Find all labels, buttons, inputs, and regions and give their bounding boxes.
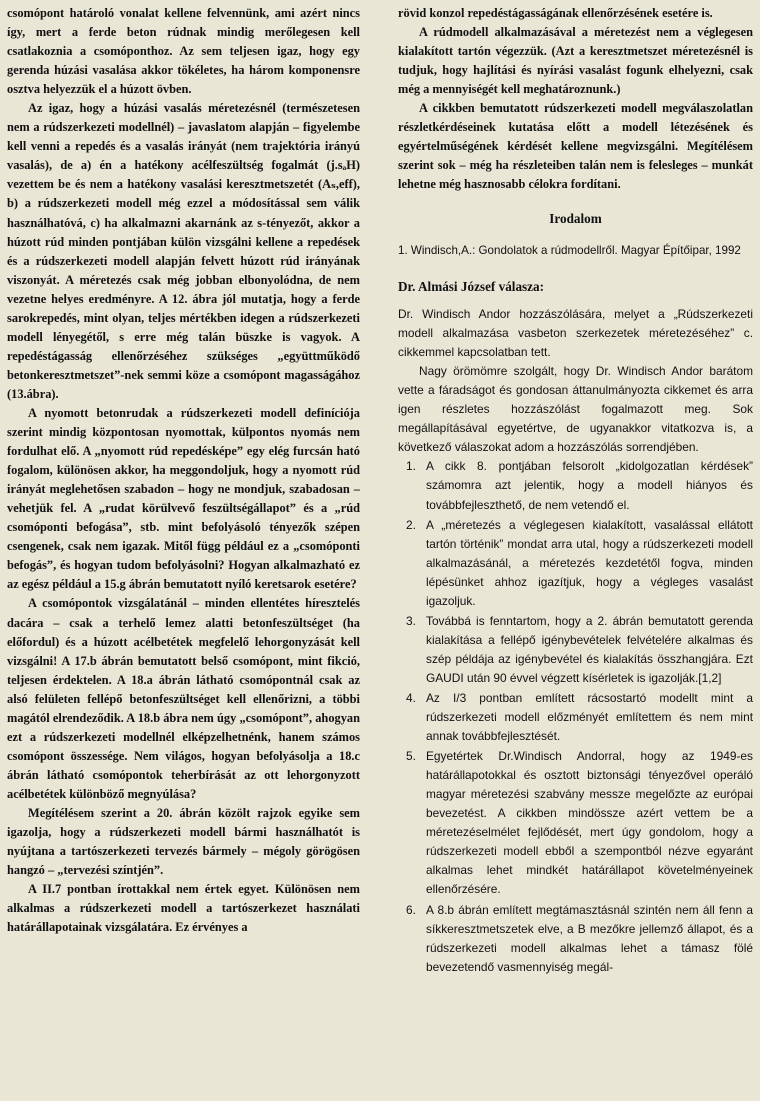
list-item-number: 1. <box>406 459 416 474</box>
right-column <box>398 4 753 978</box>
reply-body <box>398 305 753 977</box>
list-item-number: 6. <box>406 902 416 917</box>
list-item-number: 5. <box>406 749 416 764</box>
list-item <box>398 516 753 611</box>
paragraph: Nagy örömömre szolgált, hogy Dr. Windisch Andor barátom vette a fáradságot és gondosan áttanulmányozta cikkemet és arra igen részletes hozzászólást fogalmazott meg. Sok megállapításával egyetértve, de ugyanakkor vitatkozva is, a következő válaszokat adom a hozzászólás sorrendjében. <box>398 364 753 455</box>
list-item-text: Egyetértek Dr.Windisch Andorral, hogy az 1949-es határállapotokkal és osztott biztonsági tényezővel operáló magyar méretezési szabvány messze megelőzte az európai bevezetést. A cikkben mindössze azért vettem be a méretezéselmélet fejlődését, mert úgy gondolom, hogy a rúdszerkezeti modell ebből a szempontból nézve egyaránt alkalmas lehet mindkét határállapot követelményeinek ellenőrzésére. <box>426 749 753 897</box>
paragraph: Megítélésem szerint a 20. ábrán közölt rajzok egyike sem igazolja, hogy a rúdszerkezeti modell bármi használhatót is nyújtana a tartószerkezeti tervezés bármely – mégoly görögösen hangzó – „tervezési színtjén”. <box>7 805 360 878</box>
paragraph: A cikkben bemutatott rúdszerkezeti modell megválaszolatlan részletkérdéseinek kutatása előtt a modell létezésének és egyértelműségének kérdését kellene megvizsgálni. Megítélésem szerint sok – még ha részleteiben talán nem is felesleges – munkát lehetne még hasznosabb célokra fordítani. <box>398 101 753 192</box>
list-item-text: A 8.b ábrán említett megtámasztásnál szintén nem áll fenn a síkkeresztmetszetek elve, a B mezőkre jellemző állapot, és a rúdszerkezeti modell alkalmas lehet a támasz fölé bevezetendő vasmennyiség megál- <box>426 902 753 974</box>
left-column <box>7 4 360 937</box>
references-heading: Irodalom <box>549 211 602 227</box>
paragraph: Az igaz, hogy a húzási vasalás méretezésnél (természetesen nem a rúdszerkezeti modellnél) – javaslatom alapján – figyelembe kell venni a repedés és a vasalás irányát (nem trajektória irányú vasalás), de a) én a hatékony acélfeszültség fogalmát (j.sₐH) vezettem be és nem a hatékony vasalási keresztmetszetét (Aₛ,eff), b) a rúdszerkezeti modell még ezzel a módosítással sem válik használhatóvá, c) ha alkalmazni akarnánk az s-tényezőt, akkor a húzott rúd minden pontjában külön vizsgálni kellene a repedések és a rúdszerkezeti modell alapján felvett húzott rúd irányának viszonyát. A méretezés csak még jobban elbonyolódna, de nem vezetne helyes eredményre. A 12. ábra jól mutatja, hogy a ferde sarokrepedés, mint olyan, teljes mértékben idegen a rúdszerkezeti modell lényegétől, s erre még talán büszke is vagyok. A repedéstágasság ellenőrzéséhez szükséges „együttműködő betonkeresztmetszet”-nek semmi köze a csomópont magasságához (13.ábra). <box>7 101 360 401</box>
list-item-text: A cikk 8. pontjában felsorolt „kidolgozatlan kérdések” számomra azt jelentik, hogy a modell hiányos és továbbfejleszthető, de nem vetendő el. <box>426 459 753 512</box>
reply-title: Dr. Almási József válasza: <box>398 279 545 295</box>
reply-points-list <box>398 457 753 976</box>
list-item <box>398 901 753 977</box>
paragraph: rövid konzol repedéstágasságának ellenőrzésének esetére is. <box>398 6 713 20</box>
reference-item: 1. Windisch,A.: Gondolatok a rúdmodellről. Magyar Építőipar, 1992 <box>398 243 741 257</box>
list-item <box>398 612 753 688</box>
paragraph: A rúdmodell alkalmazásával a méretezést nem a véglegesen kialakított tartón végezzük. (Azt a keresztmetszet méretezésnél is tudjuk, hogy hajlítási és nyírási vasalást fogunk elhelyezni, csak még a mennyiségét kell meghatároznunk.) <box>398 25 753 97</box>
list-item-text: Továbbá is fenntartom, hogy a 2. ábrán bemutatott gerenda kialakítása a fellépő igénybevételek felvételére alkalmas és szép példája az igénybevétel és kialakítás összhangjára. Ezt GAUDI után 90 évvel végzett kísérletek is igazolják.[1,2] <box>426 613 753 685</box>
list-item <box>398 457 753 514</box>
paragraph: Dr. Windisch Andor hozzászólására, melyet a „Rúdszerkezeti modell alkalmazása vasbeton szerkezetek méretezéséhez” c. cikkemmel kapcsolatban tett. <box>398 307 753 360</box>
paragraph: A II.7 pontban írottakkal nem értek egyet. Különösen nem alkalmas a rúdszerkezeti modell a tartószerkezet használati határállapotainak vizsgálatára. Ez érvényes a <box>7 882 360 935</box>
article-ending <box>398 4 753 194</box>
list-item <box>398 747 753 899</box>
list-item-text: A „méretezés a véglegesen kialakított, vasalással ellátott tartón történik” mondat arra utal, hogy a rúdszerkezeti modell alkalmazásánál, a méretezés kezdetétől fogva, minden lépésünket ahhoz igazítjuk, hogy a végleges vasalást igazoljuk. <box>426 517 753 608</box>
list-item <box>398 689 753 746</box>
list-item-number: 3. <box>406 613 416 628</box>
paragraph: A nyomott betonrudak a rúdszerkezeti modell definíciója szerint mindig központosan nyomottak, külpontos nyomás nem fordulhat elő. A „nyomott rúd repedésképe” egy elég furcsán ható fogalom, különösen akkor, ha meggondoljuk, hogy a nyomott rúd irányát meglehetősen szabadon – hogy ne mondjuk, szabadosan – vehetjük fel. A „rudat körülvevő feszültségállapot” és a „rúd csomóponti befogása”, stb. mint befolyásoló tényezők szépen csengenek, csak nem igazak. Mitől függ például ez a „csomóponti befogás”, és hogyan tudom befolyásolni? Hogyan alkalmazható ez az egész például a 15.g ábrán bemutatott nyíló keretsarok esetére? <box>7 405 360 592</box>
paragraph: csomópont határoló vonalat kellene felvennünk, ami azért nincs így, mert a ferde beton rúdnak mindig merőlegesen kell csatlakoznia a csomóponthoz. Az sem teljesen igaz, hogy egy gerenda húzási vasalása akkor tökéletes, ha három komponensre osztva helyezzük el a húzott övben. <box>7 6 360 97</box>
list-item-text: Az I/3 pontban említett rácsostartó modellt mint a rúdszerkezeti modell előzményét említettem és nem mint annak továbbfejlesztését. <box>426 691 753 744</box>
list-item-number: 4. <box>406 691 416 705</box>
list-item-number: 2. <box>406 517 416 532</box>
paragraph: A csomópontok vizsgálatánál – minden ellentétes híresztelés dacára – csak a terhelő lemez alatti betonfeszültséget (ha előfordul) és a húzott acélbetétek megfelelő lehorgonyzását kell vizsgálni! A 17.b ábrán bemutatott belső csomópont, mint fikció, teljesen érdektelen. A 18.a ábrán látható csomópontnál csak az alsó felületen fellépő betonfeszültséget kell ellenőrizni, a többi magától elrendeződik. A 18.b ábra nem úgy „csomópont”, ahogyan ezt a rúdszerkezeti modellnél elképzelhetnénk, hanem számos csomópont összessége. Nem világos, hogyan befolyásolja a 18.c ábrán látható csomópontok teherbírását az ott lehorgonyzott acélbetétek különböző megnyúlása? <box>7 596 360 801</box>
